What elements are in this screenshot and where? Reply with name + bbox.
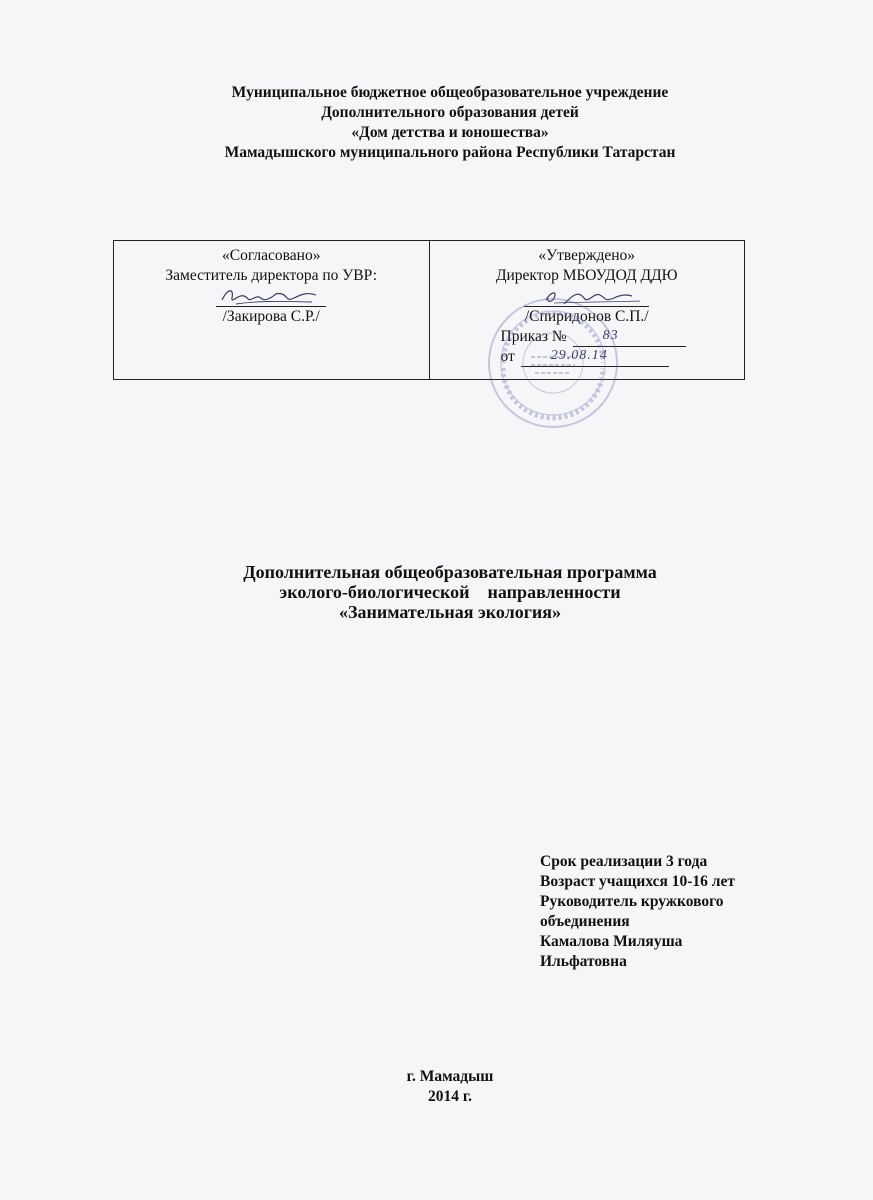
- approved-title: «Утверждено»: [538, 247, 636, 264]
- program-info: [540, 852, 770, 972]
- info-term: Срок реализации 3 года: [540, 853, 708, 870]
- agreed-name: /Закирова С.Р./: [222, 308, 320, 325]
- header-line-1: Муниципальное бюджетное общеобразовательное учреждение: [231, 84, 669, 101]
- order-label: Приказ №: [500, 328, 567, 345]
- program-title-line-3: «Занимательная экология»: [338, 602, 562, 622]
- footer-year: 2014 г.: [427, 1088, 473, 1105]
- approval-table: [113, 240, 745, 380]
- approved-name: /Спиридонов С.П./: [524, 308, 649, 325]
- program-title-line-2: эколого-биологической направленности: [279, 582, 621, 602]
- header-line-2: Дополнительного образования детей: [321, 104, 579, 121]
- info-name-line-2: Ильфатовна: [540, 953, 627, 970]
- date-label: от: [500, 348, 515, 365]
- program-title: [100, 562, 800, 622]
- order-number-value: 83: [602, 328, 619, 343]
- approval-cell-agreed: [114, 241, 430, 380]
- agreed-title: «Согласовано»: [222, 247, 321, 264]
- program-title-line-1: Дополнительная общеобразовательная программа: [243, 562, 657, 582]
- footer-city: г. Мамадыш: [406, 1068, 494, 1085]
- institution-header: [100, 83, 800, 163]
- info-name-line-1: Камалова Миляуша: [540, 933, 683, 950]
- info-leader-line-2: объединения: [540, 913, 630, 930]
- info-leader-line-1: Руководитель кружкового: [540, 893, 724, 910]
- info-age: Возраст учащихся 10-16 лет: [540, 873, 735, 890]
- agreed-signature-icon: [216, 286, 326, 308]
- place-and-year: [300, 1067, 600, 1107]
- approved-position: Директор МБОУДОД ДДЮ: [495, 267, 678, 284]
- seal-stamp-icon: [483, 293, 623, 433]
- header-line-4: Мамадышского муниципального района Республики Татарстан: [224, 144, 676, 161]
- agreed-signature-line: [216, 286, 326, 307]
- order-date-value: 29.08.14: [550, 348, 608, 363]
- header-line-3: «Дом детства и юношества»: [351, 124, 549, 141]
- agreed-position: Заместитель директора по УВР:: [165, 267, 378, 284]
